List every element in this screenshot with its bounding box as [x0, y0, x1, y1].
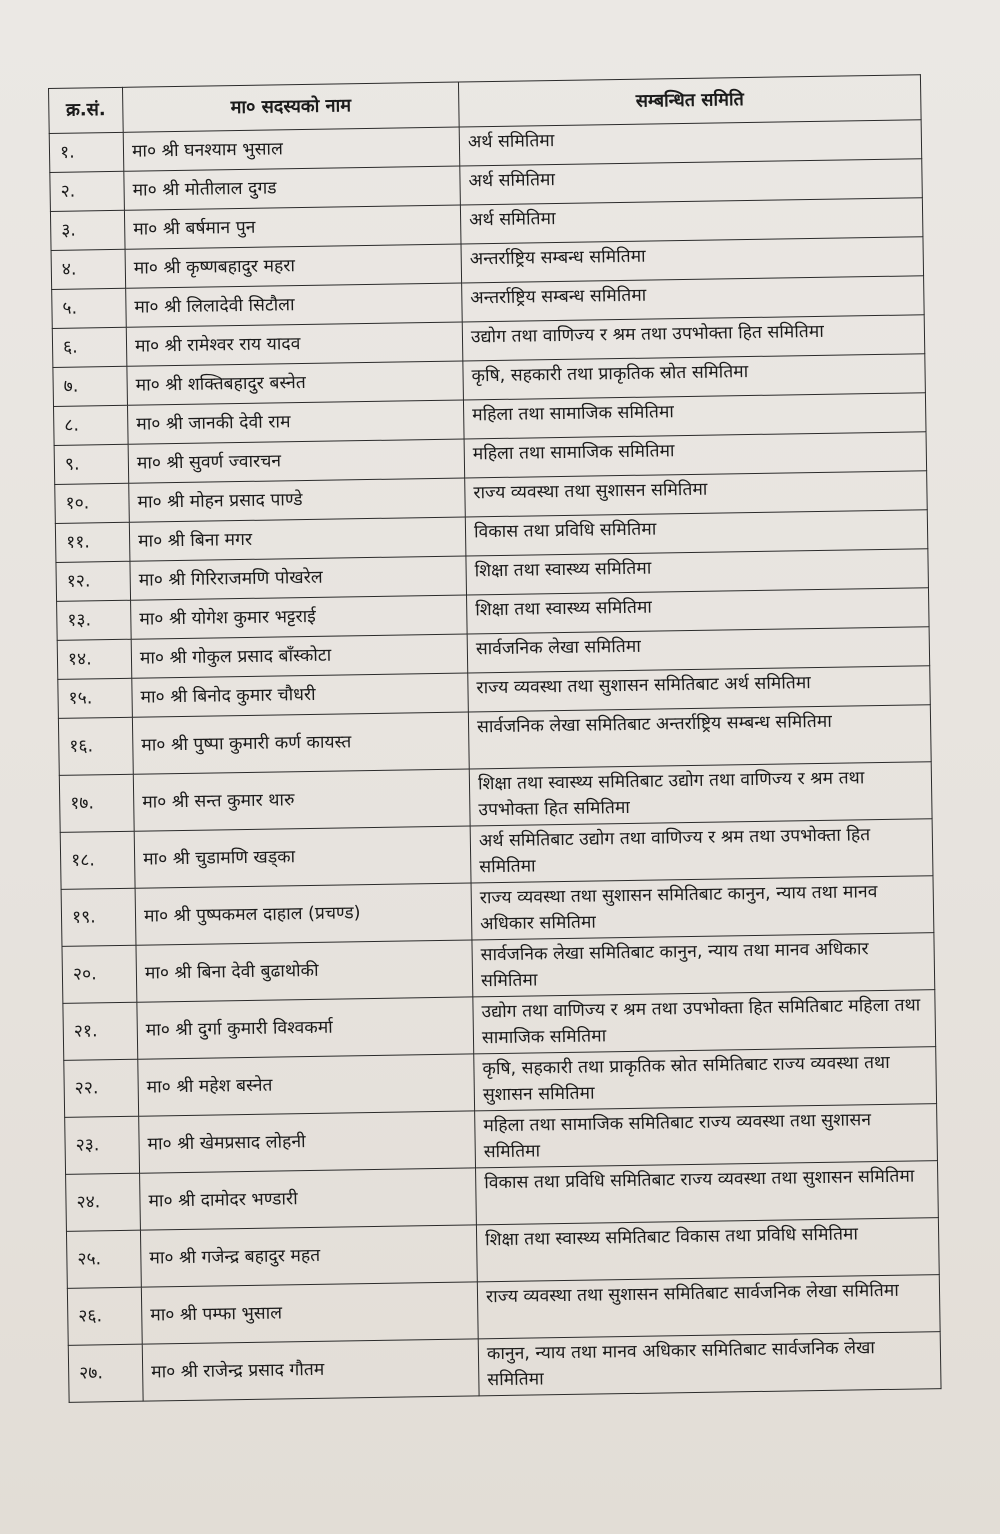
serial-number-cell: ५. [52, 288, 127, 328]
committee-cell: विकास तथा प्रविधि समितिबाट राज्य व्यवस्था तथा सुशासन समितिमा [476, 1161, 939, 1225]
committee-cell: सार्वजनिक लेखा समितिमा [467, 627, 930, 673]
serial-number-cell: ८. [54, 405, 129, 445]
committee-cell: उद्योग तथा वाणिज्य र श्रम तथा उपभोक्ता हित समितिबाट महिला तथा सामाजिक समितिमा [473, 990, 936, 1054]
committee-cell: राज्य व्यवस्था तथा सुशासन समितिबाट सार्वजनिक लेखा समितिमा [477, 1275, 940, 1339]
committee-cell: सार्वजनिक लेखा समितिबाट कानुन, न्याय तथा मानव अधिकार समितिमा [472, 933, 935, 997]
serial-number-cell: २. [50, 171, 125, 211]
member-name-cell: मा० श्री पम्फा भुसाल [141, 1282, 478, 1344]
committee-assignment-table [48, 74, 942, 1403]
serial-number-cell: १५. [58, 678, 133, 718]
member-name-cell: मा० श्री सुवर्ण ज्वारचन [128, 439, 465, 483]
committee-cell: अन्तर्राष्ट्रिय सम्बन्ध समितिमा [462, 276, 925, 322]
member-name-cell: मा० श्री पुष्पा कुमारी कर्ण कायस्त [132, 712, 469, 774]
committee-cell: अर्थ समितिमा [460, 198, 923, 244]
serial-number-cell: ७. [53, 366, 128, 406]
serial-number-cell: ४. [51, 249, 126, 289]
member-name-cell: मा० श्री मोहन प्रसाद पाण्डे [129, 478, 466, 522]
member-name-cell: मा० श्री घनश्याम भुसाल [123, 127, 460, 171]
member-name-cell: मा० श्री जानकी देवी राम [127, 400, 464, 444]
header-committee: सम्बन्धित समिति [458, 75, 921, 127]
member-name-cell: मा० श्री गजेन्द्र बहादुर महत [140, 1225, 477, 1287]
member-name-cell: मा० श्री दामोदर भण्डारी [140, 1168, 477, 1230]
member-name-cell: मा० श्री लिलादेवी सिटौला [126, 283, 463, 327]
committee-cell: राज्य व्यवस्था तथा सुशासन समितिमा [465, 471, 928, 517]
serial-number-cell: २०. [62, 945, 137, 1003]
committee-cell: महिला तथा सामाजिक समितिमा [463, 393, 926, 439]
serial-number-cell: १२. [56, 561, 131, 601]
committee-cell: अर्थ समितिमा [460, 159, 923, 205]
member-name-cell: मा० श्री बिना देवी बुढाथोकी [136, 940, 473, 1002]
serial-number-cell: ९. [54, 444, 129, 484]
committee-cell: शिक्षा तथा स्वास्थ्य समितिमा [467, 588, 930, 634]
member-name-cell: मा० श्री योगेश कुमार भट्टराई [131, 595, 468, 639]
table-body [49, 120, 941, 1403]
serial-number-cell: २५. [66, 1230, 141, 1288]
serial-number-cell: १९. [61, 888, 136, 946]
serial-number-cell: २२. [64, 1059, 139, 1117]
committee-cell: कृषि, सहकारी तथा प्राकृतिक स्रोत समितिबाट राज्य व्यवस्था तथा सुशासन समितिमा [474, 1047, 937, 1111]
serial-number-cell: १७. [59, 774, 134, 832]
serial-number-cell: ६. [52, 327, 127, 367]
serial-number-cell: १८. [60, 831, 135, 889]
committee-cell: महिला तथा सामाजिक समितिमा [464, 432, 927, 478]
member-name-cell: मा० श्री गोकुल प्रसाद बाँस्कोटा [131, 634, 468, 678]
member-name-cell: मा० श्री चुडामणि खड्का [134, 826, 471, 888]
committee-cell: विकास तथा प्रविधि समितिमा [465, 510, 928, 556]
member-name-cell: मा० श्री शक्तिबहादुर बस्नेत [127, 361, 464, 405]
committee-cell: अर्थ समितिबाट उद्योग तथा वाणिज्य र श्रम तथा उपभोक्ता हित समितिमा [470, 819, 933, 883]
header-serial: क्र.सं. [49, 87, 124, 133]
committee-cell: अर्थ समितिमा [459, 120, 922, 166]
serial-number-cell: २७. [68, 1344, 143, 1402]
member-name-cell: मा० श्री कृष्णबहादुर महरा [125, 244, 462, 288]
serial-number-cell: १. [49, 132, 124, 172]
member-name-cell: मा० श्री गिरिराजमणि पोखरेल [130, 556, 467, 600]
committee-cell: शिक्षा तथा स्वास्थ्य समितिबाट उद्योग तथा वाणिज्य र श्रम तथा उपभोक्ता हित समितिमा [469, 762, 932, 826]
member-name-cell: मा० श्री दुर्गा कुमारी विश्वकर्मा [137, 997, 474, 1059]
committee-cell: शिक्षा तथा स्वास्थ्य समितिमा [466, 549, 929, 595]
member-name-cell: मा० श्री महेश बस्नेत [138, 1054, 475, 1116]
member-name-cell: मा० श्री मोतीलाल दुगड [124, 166, 461, 210]
serial-number-cell: १३. [57, 600, 132, 640]
committee-cell: कानुन, न्याय तथा मानव अधिकार समितिबाट सार्वजनिक लेखा समितिमा [478, 1332, 941, 1396]
member-name-cell: मा० श्री रामेश्वर राय यादव [126, 322, 463, 366]
header-member-name: मा० सदस्यको नाम [122, 82, 459, 132]
serial-number-cell: १०. [55, 483, 130, 523]
member-name-cell: मा० श्री बर्षमान पुन [124, 205, 461, 249]
member-name-cell: मा० श्री बिनोद कुमार चौधरी [132, 673, 469, 717]
member-name-cell: मा० श्री राजेन्द्र प्रसाद गौतम [142, 1339, 479, 1401]
serial-number-cell: १४. [57, 639, 132, 679]
member-name-cell: मा० श्री खेमप्रसाद लोहनी [139, 1111, 476, 1173]
member-name-cell: मा० श्री सन्त कुमार थारु [133, 769, 470, 831]
serial-number-cell: १६. [58, 717, 133, 775]
committee-cell: उद्योग तथा वाणिज्य र श्रम तथा उपभोक्ता हित समितिमा [462, 315, 925, 361]
serial-number-cell: २३. [65, 1116, 140, 1174]
serial-number-cell: २६. [67, 1287, 142, 1345]
member-name-cell: मा० श्री पुष्पकमल दाहाल (प्रचण्ड) [135, 883, 472, 945]
serial-number-cell: ११. [55, 522, 130, 562]
committee-cell: राज्य व्यवस्था तथा सुशासन समितिबाट अर्थ समितिमा [468, 666, 931, 712]
serial-number-cell: ३. [50, 210, 125, 250]
serial-number-cell: २४. [66, 1173, 141, 1231]
committee-cell: राज्य व्यवस्था तथा सुशासन समितिबाट कानुन, न्याय तथा मानव अधिकार समितिमा [471, 876, 934, 940]
committee-cell: अन्तर्राष्ट्रिय सम्बन्ध समितिमा [461, 237, 924, 283]
committee-cell: कृषि, सहकारी तथा प्राकृतिक स्रोत समितिमा [463, 354, 926, 400]
committee-cell: महिला तथा सामाजिक समितिबाट राज्य व्यवस्था तथा सुशासन समितिमा [475, 1104, 938, 1168]
serial-number-cell: २१. [63, 1002, 138, 1060]
member-name-cell: मा० श्री बिना मगर [129, 517, 466, 561]
committee-cell: शिक्षा तथा स्वास्थ्य समितिबाट विकास तथा प्रविधि समितिमा [476, 1218, 939, 1282]
committee-cell: सार्वजनिक लेखा समितिबाट अन्तर्राष्ट्रिय सम्बन्ध समितिमा [468, 705, 931, 769]
